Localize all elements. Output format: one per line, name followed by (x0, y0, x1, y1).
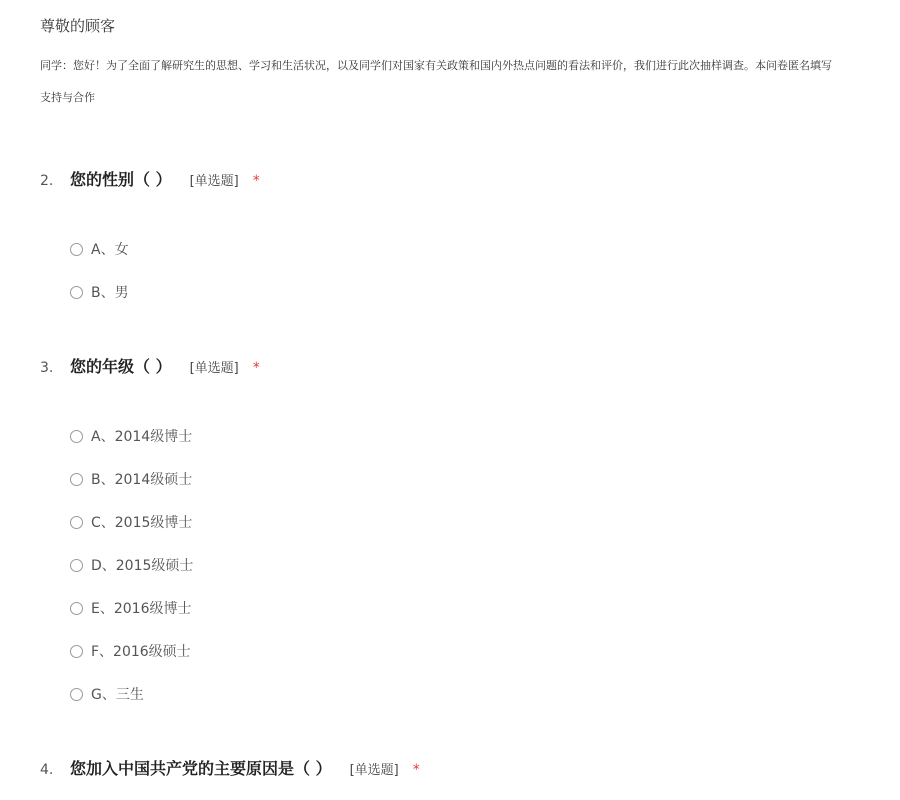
option-2016-phd[interactable] (70, 597, 191, 619)
option-label: A、2014级博士 (91, 429, 193, 445)
option-2015-phd[interactable] (70, 511, 192, 533)
option-male[interactable] (70, 281, 129, 303)
required-marker: * (252, 360, 260, 376)
option-label: D、2015级硕士 (91, 558, 194, 574)
radio-button[interactable] (70, 473, 83, 486)
question-number: 4. (40, 762, 54, 778)
radio-button[interactable] (70, 559, 83, 572)
radio-button[interactable] (70, 286, 83, 299)
radio-button[interactable] (70, 602, 83, 615)
option-label: B、男 (91, 285, 129, 301)
survey-intro (40, 14, 900, 107)
option-2014-master[interactable] (70, 468, 192, 490)
question-title: 您的性别（ ） (70, 170, 172, 189)
question-party-reason (40, 757, 900, 781)
radio-button[interactable] (70, 243, 83, 256)
radio-button[interactable] (70, 516, 83, 529)
radio-button[interactable] (70, 645, 83, 658)
option-label: A、女 (91, 242, 129, 258)
question-number: 3. (40, 360, 54, 376)
question-gender (40, 168, 900, 301)
option-label: C、2015级博士 (91, 515, 193, 531)
question-number: 2. (40, 173, 54, 189)
option-2016-master[interactable] (70, 640, 191, 662)
intro-paragraph-continued: 支持与合作 (40, 91, 95, 104)
question-title: 您的年级（ ） (70, 357, 172, 376)
question-title-row (40, 757, 900, 781)
option-label: E、2016级博士 (91, 601, 192, 617)
option-2015-master[interactable] (70, 554, 193, 576)
question-type-label: [单选题] (349, 763, 399, 778)
greeting-heading: 尊敬的顾客 (40, 17, 116, 35)
option-label: F、2016级硕士 (91, 644, 191, 660)
required-marker: * (412, 762, 420, 778)
option-label: G、三生 (91, 687, 144, 703)
radio-button[interactable] (70, 688, 83, 701)
option-female[interactable] (70, 238, 129, 260)
option-label: B、2014级硕士 (91, 472, 193, 488)
question-title-row (40, 355, 900, 379)
intro-paragraph: 同学：您好！为了全面了解研究生的思想、学习和生活状况，以及同学们对国家有关政策和国内外热点问题的看法和评价，我们进行此次抽样调查。本问卷匿名填写 (40, 59, 832, 72)
question-title: 您加入中国共产党的主要原因是（ ） (70, 759, 332, 778)
question-type-label: [单选题] (189, 174, 239, 189)
radio-button[interactable] (70, 430, 83, 443)
option-third-year[interactable] (70, 683, 144, 705)
question-grade (40, 355, 900, 703)
required-marker: * (252, 173, 260, 189)
option-2014-phd[interactable] (70, 425, 192, 447)
question-type-label: [单选题] (189, 361, 239, 376)
question-title-row (40, 168, 900, 192)
